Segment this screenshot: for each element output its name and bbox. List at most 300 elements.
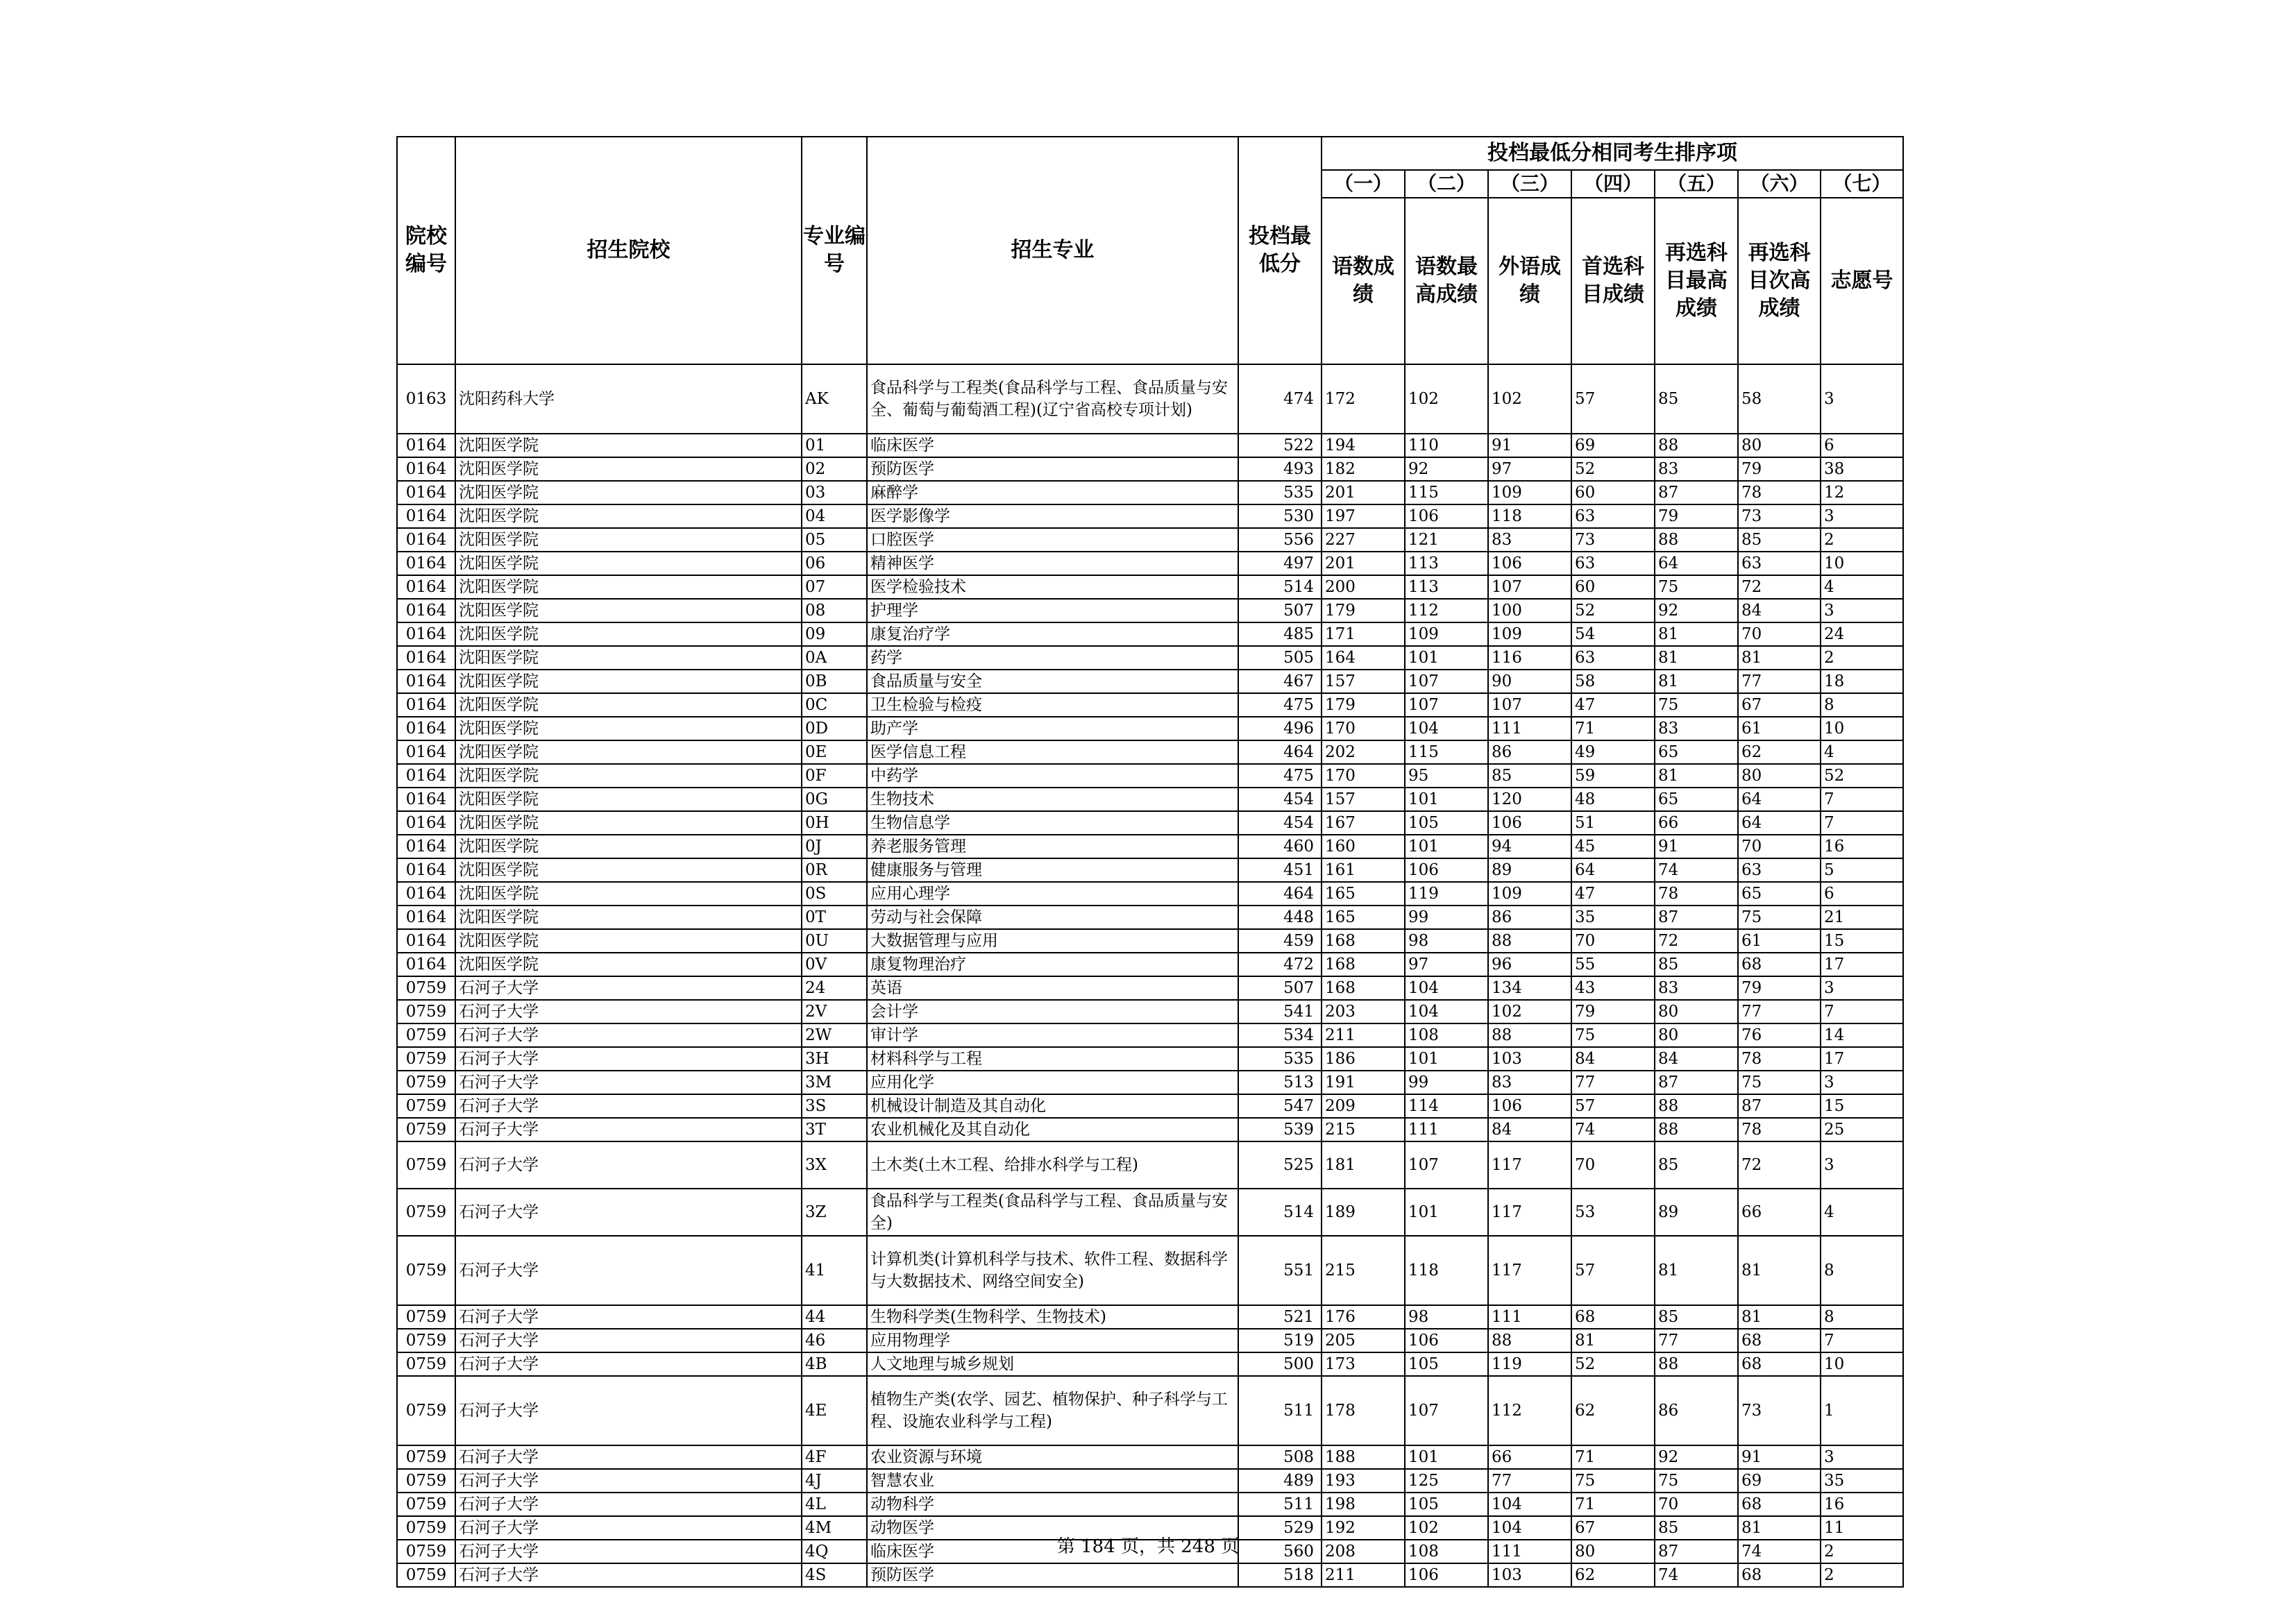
tie-6-cell: 91: [1738, 1445, 1821, 1469]
min-score-cell: 514: [1238, 1189, 1322, 1236]
tie-5-cell: 65: [1655, 740, 1738, 764]
major-cell: 生物信息学: [867, 811, 1238, 835]
tie-7-cell: 6: [1821, 882, 1903, 906]
min-score-cell: 513: [1238, 1071, 1322, 1094]
college-cell: 沈阳医学院: [455, 788, 802, 811]
tie-1-cell: 179: [1322, 599, 1405, 622]
major-code-cell: 0A: [802, 646, 867, 670]
tie-1-cell: 160: [1322, 835, 1405, 858]
tie-3-cell: 120: [1488, 788, 1571, 811]
tie-5-cell: 70: [1655, 1493, 1738, 1516]
tie-1-cell: 211: [1322, 1023, 1405, 1047]
tie-5-cell: 75: [1655, 693, 1738, 717]
tie-label-header: 外语成绩: [1488, 198, 1571, 364]
tie-5-cell: 65: [1655, 788, 1738, 811]
college-cell: 沈阳医学院: [455, 481, 802, 504]
tie-4-cell: 60: [1571, 481, 1655, 504]
tie-7-cell: 10: [1821, 717, 1903, 740]
tie-4-cell: 60: [1571, 575, 1655, 599]
major-code-cell: 46: [802, 1329, 867, 1352]
tie-7-cell: 7: [1821, 788, 1903, 811]
tie-6-cell: 79: [1738, 457, 1821, 481]
tie-4-cell: 73: [1571, 528, 1655, 552]
min-score-cell: 472: [1238, 953, 1322, 976]
tie-7-cell: 35: [1821, 1469, 1903, 1493]
tie-7-cell: 4: [1821, 1189, 1903, 1236]
college-cell: 沈阳医学院: [455, 434, 802, 457]
college-code-cell: 0164: [397, 575, 455, 599]
tie-4-cell: 53: [1571, 1189, 1655, 1236]
tie-2-cell: 107: [1405, 1141, 1488, 1189]
tie-4-cell: 68: [1571, 1305, 1655, 1329]
tie-6-cell: 78: [1738, 1118, 1821, 1141]
tie-6-cell: 69: [1738, 1469, 1821, 1493]
tie-1-cell: 193: [1322, 1469, 1405, 1493]
major-code-cell: 0F: [802, 764, 867, 788]
tie-3-cell: 116: [1488, 646, 1571, 670]
tie-5-cell: 81: [1655, 622, 1738, 646]
college-cell: 石河子大学: [455, 1493, 802, 1516]
college-code-cell: 0164: [397, 788, 455, 811]
tie-6-cell: 73: [1738, 504, 1821, 528]
college-code-cell: 0759: [397, 1305, 455, 1329]
tie-2-cell: 106: [1405, 1563, 1488, 1587]
college-code-cell: 0759: [397, 1329, 455, 1352]
tie-7-cell: 3: [1821, 504, 1903, 528]
college-code-cell: 0164: [397, 622, 455, 646]
tie-1-cell: 201: [1322, 552, 1405, 575]
min-score-cell: 448: [1238, 906, 1322, 929]
table-row: [397, 1023, 1903, 1047]
tie-2-cell: 105: [1405, 1352, 1488, 1376]
tie-order-header: （三）: [1488, 170, 1571, 198]
table-row: [397, 364, 1903, 434]
major-cell: 医学信息工程: [867, 740, 1238, 764]
tie-1-cell: 168: [1322, 929, 1405, 953]
major-cell: 生物科学类(生物科学、生物技术): [867, 1305, 1238, 1329]
min-score-cell: 454: [1238, 788, 1322, 811]
tie-3-cell: 104: [1488, 1516, 1571, 1540]
tie-5-cell: 75: [1655, 575, 1738, 599]
college-cell: 石河子大学: [455, 1189, 802, 1236]
college-cell: 石河子大学: [455, 1376, 802, 1445]
major-cell: 会计学: [867, 1000, 1238, 1023]
tie-2-cell: 104: [1405, 976, 1488, 1000]
tie-2-cell: 101: [1405, 1047, 1488, 1071]
tie-1-cell: 208: [1322, 1540, 1405, 1563]
college-code-cell: 0164: [397, 858, 455, 882]
major-code-cell: 09: [802, 622, 867, 646]
college-cell: 石河子大学: [455, 1071, 802, 1094]
college-cell: 石河子大学: [455, 1023, 802, 1047]
tie-2-cell: 97: [1405, 953, 1488, 976]
tie-6-cell: 68: [1738, 1329, 1821, 1352]
tie-7-cell: 10: [1821, 1352, 1903, 1376]
major-code-cell: 0H: [802, 811, 867, 835]
college-code-cell: 0164: [397, 670, 455, 693]
major-cell: 护理学: [867, 599, 1238, 622]
table-row: [397, 976, 1903, 1000]
college-code-cell: 0759: [397, 1236, 455, 1305]
tie-6-cell: 72: [1738, 1141, 1821, 1189]
tie-4-cell: 62: [1571, 1376, 1655, 1445]
tie-2-cell: 115: [1405, 740, 1488, 764]
tie-7-cell: 3: [1821, 976, 1903, 1000]
college-code-cell: 0164: [397, 906, 455, 929]
tie-1-cell: 168: [1322, 953, 1405, 976]
major-code-cell: 04: [802, 504, 867, 528]
tie-4-cell: 63: [1571, 552, 1655, 575]
tie-3-cell: 66: [1488, 1445, 1571, 1469]
tie-3-cell: 90: [1488, 670, 1571, 693]
table-row: [397, 1352, 1903, 1376]
major-cell: 药学: [867, 646, 1238, 670]
table-row: [397, 1445, 1903, 1469]
tie-label-header: 志愿号: [1821, 198, 1903, 364]
table-row: [397, 1563, 1903, 1587]
tie-5-cell: 83: [1655, 457, 1738, 481]
tie-6-cell: 84: [1738, 599, 1821, 622]
college-cell: 沈阳医学院: [455, 906, 802, 929]
tie-6-cell: 81: [1738, 1516, 1821, 1540]
tie-1-cell: 203: [1322, 1000, 1405, 1023]
tie-5-cell: 88: [1655, 434, 1738, 457]
tie-5-cell: 83: [1655, 976, 1738, 1000]
min-score-cell: 493: [1238, 457, 1322, 481]
tie-4-cell: 69: [1571, 434, 1655, 457]
min-score-cell: 511: [1238, 1493, 1322, 1516]
tie-5-cell: 86: [1655, 1376, 1738, 1445]
major-code-cell: 44: [802, 1305, 867, 1329]
major-code-cell: 4B: [802, 1352, 867, 1376]
tie-3-cell: 134: [1488, 976, 1571, 1000]
tie-2-cell: 118: [1405, 1236, 1488, 1305]
tie-3-cell: 88: [1488, 929, 1571, 953]
tie-3-cell: 109: [1488, 622, 1571, 646]
tie-4-cell: 45: [1571, 835, 1655, 858]
tie-5-cell: 83: [1655, 717, 1738, 740]
college-code-cell: 0164: [397, 740, 455, 764]
tie-6-cell: 66: [1738, 1189, 1821, 1236]
major-cell: 养老服务管理: [867, 835, 1238, 858]
tie-5-cell: 81: [1655, 646, 1738, 670]
tie-1-cell: 186: [1322, 1047, 1405, 1071]
tie-7-cell: 52: [1821, 764, 1903, 788]
tie-4-cell: 52: [1571, 457, 1655, 481]
admission-score-table: [396, 136, 1904, 1588]
tie-4-cell: 81: [1571, 1329, 1655, 1352]
college-cell: 石河子大学: [455, 1141, 802, 1189]
tie-1-cell: 227: [1322, 528, 1405, 552]
tie-1-cell: 194: [1322, 434, 1405, 457]
tie-5-cell: 72: [1655, 929, 1738, 953]
tie-1-cell: 215: [1322, 1236, 1405, 1305]
major-cell: 卫生检验与检疫: [867, 693, 1238, 717]
college-cell: 石河子大学: [455, 1094, 802, 1118]
col-college: 招生院校: [455, 137, 802, 364]
tie-2-cell: 109: [1405, 622, 1488, 646]
college-code-cell: 0759: [397, 1047, 455, 1071]
major-cell: 食品科学与工程类(食品科学与工程、食品质量与安全、葡萄与葡萄酒工程)(辽宁省高校专项计划): [867, 364, 1238, 434]
college-code-cell: 0759: [397, 1352, 455, 1376]
tie-3-cell: 111: [1488, 1540, 1571, 1563]
college-code-cell: 0759: [397, 1000, 455, 1023]
min-score-cell: 475: [1238, 764, 1322, 788]
tie-3-cell: 103: [1488, 1047, 1571, 1071]
table-row: [397, 740, 1903, 764]
tie-6-cell: 75: [1738, 906, 1821, 929]
college-code-cell: 0759: [397, 1516, 455, 1540]
tie-7-cell: 10: [1821, 552, 1903, 575]
min-score-cell: 500: [1238, 1352, 1322, 1376]
tie-7-cell: 38: [1821, 457, 1903, 481]
tie-5-cell: 87: [1655, 906, 1738, 929]
table-row: [397, 504, 1903, 528]
tie-4-cell: 58: [1571, 670, 1655, 693]
tie-1-cell: 176: [1322, 1305, 1405, 1329]
tie-7-cell: 15: [1821, 1094, 1903, 1118]
college-cell: 石河子大学: [455, 1236, 802, 1305]
tie-6-cell: 87: [1738, 1094, 1821, 1118]
major-cell: 康复治疗学: [867, 622, 1238, 646]
tie-6-cell: 76: [1738, 1023, 1821, 1047]
major-code-cell: 4E: [802, 1376, 867, 1445]
major-cell: 助产学: [867, 717, 1238, 740]
min-score-cell: 475: [1238, 693, 1322, 717]
tie-1-cell: 201: [1322, 481, 1405, 504]
major-cell: 应用心理学: [867, 882, 1238, 906]
tie-7-cell: 6: [1821, 434, 1903, 457]
min-score-cell: 556: [1238, 528, 1322, 552]
tie-5-cell: 80: [1655, 1023, 1738, 1047]
table-row: [397, 764, 1903, 788]
tie-1-cell: 192: [1322, 1516, 1405, 1540]
tie-6-cell: 77: [1738, 1000, 1821, 1023]
college-cell: 沈阳医学院: [455, 504, 802, 528]
tie-6-cell: 64: [1738, 811, 1821, 835]
table-row: [397, 835, 1903, 858]
tie-5-cell: 87: [1655, 1540, 1738, 1563]
tie-4-cell: 57: [1571, 1094, 1655, 1118]
tie-3-cell: 107: [1488, 575, 1571, 599]
major-code-cell: 0E: [802, 740, 867, 764]
major-code-cell: 4Q: [802, 1540, 867, 1563]
min-score-cell: 508: [1238, 1445, 1322, 1469]
table-row: [397, 811, 1903, 835]
tie-4-cell: 71: [1571, 1493, 1655, 1516]
major-cell: 动物医学: [867, 1516, 1238, 1540]
tie-4-cell: 48: [1571, 788, 1655, 811]
min-score-cell: 535: [1238, 1047, 1322, 1071]
major-cell: 智慧农业: [867, 1469, 1238, 1493]
major-code-cell: 4M: [802, 1516, 867, 1540]
college-cell: 沈阳医学院: [455, 882, 802, 906]
tie-6-cell: 68: [1738, 1563, 1821, 1587]
tie-1-cell: 157: [1322, 670, 1405, 693]
min-score-cell: 507: [1238, 976, 1322, 1000]
college-cell: 沈阳医学院: [455, 622, 802, 646]
tie-3-cell: 88: [1488, 1329, 1571, 1352]
tie-6-cell: 78: [1738, 1047, 1821, 1071]
tie-7-cell: 16: [1821, 835, 1903, 858]
tie-label-header: 再选科目次高成绩: [1738, 198, 1821, 364]
table-row: [397, 1141, 1903, 1189]
table-row: [397, 1000, 1903, 1023]
tie-4-cell: 71: [1571, 717, 1655, 740]
tie-3-cell: 117: [1488, 1141, 1571, 1189]
college-code-cell: 0759: [397, 1141, 455, 1189]
min-score-cell: 511: [1238, 1376, 1322, 1445]
tie-label-header: 首选科目成绩: [1571, 198, 1655, 364]
tie-3-cell: 102: [1488, 1000, 1571, 1023]
major-cell: 应用化学: [867, 1071, 1238, 1094]
tie-1-cell: 182: [1322, 457, 1405, 481]
major-code-cell: 07: [802, 575, 867, 599]
tie-2-cell: 107: [1405, 693, 1488, 717]
major-code-cell: 05: [802, 528, 867, 552]
tie-7-cell: 8: [1821, 693, 1903, 717]
tie-3-cell: 106: [1488, 1094, 1571, 1118]
major-code-cell: 3T: [802, 1118, 867, 1141]
college-code-cell: 0164: [397, 646, 455, 670]
table-row: [397, 457, 1903, 481]
major-code-cell: 4J: [802, 1469, 867, 1493]
tie-5-cell: 92: [1655, 599, 1738, 622]
tie-2-cell: 119: [1405, 882, 1488, 906]
tie-6-cell: 62: [1738, 740, 1821, 764]
major-cell: 大数据管理与应用: [867, 929, 1238, 953]
tie-6-cell: 77: [1738, 670, 1821, 693]
tie-2-cell: 112: [1405, 599, 1488, 622]
college-cell: 石河子大学: [455, 1000, 802, 1023]
tie-5-cell: 87: [1655, 481, 1738, 504]
tie-break-group-header: 投档最低分相同考生排序项: [1322, 137, 1903, 170]
major-code-cell: 0G: [802, 788, 867, 811]
major-cell: 劳动与社会保障: [867, 906, 1238, 929]
table-row: [397, 552, 1903, 575]
college-cell: 石河子大学: [455, 1329, 802, 1352]
major-cell: 农业资源与环境: [867, 1445, 1238, 1469]
college-code-cell: 0164: [397, 929, 455, 953]
major-cell: 临床医学: [867, 1540, 1238, 1563]
tie-4-cell: 52: [1571, 1352, 1655, 1376]
tie-5-cell: 88: [1655, 1118, 1738, 1141]
tie-1-cell: 205: [1322, 1329, 1405, 1352]
tie-1-cell: 202: [1322, 740, 1405, 764]
major-code-cell: 01: [802, 434, 867, 457]
tie-3-cell: 119: [1488, 1352, 1571, 1376]
table-row: [397, 953, 1903, 976]
min-score-cell: 541: [1238, 1000, 1322, 1023]
tie-5-cell: 89: [1655, 1189, 1738, 1236]
major-cell: 英语: [867, 976, 1238, 1000]
college-cell: 石河子大学: [455, 1540, 802, 1563]
tie-4-cell: 47: [1571, 882, 1655, 906]
major-cell: 农业机械化及其自动化: [867, 1118, 1238, 1141]
tie-3-cell: 109: [1488, 481, 1571, 504]
major-cell: 预防医学: [867, 1563, 1238, 1587]
table-row: [397, 717, 1903, 740]
college-code-cell: 0164: [397, 764, 455, 788]
min-score-cell: 534: [1238, 1023, 1322, 1047]
tie-4-cell: 35: [1571, 906, 1655, 929]
tie-4-cell: 55: [1571, 953, 1655, 976]
tie-2-cell: 104: [1405, 717, 1488, 740]
tie-4-cell: 43: [1571, 976, 1655, 1000]
tie-6-cell: 65: [1738, 882, 1821, 906]
tie-7-cell: 1: [1821, 1376, 1903, 1445]
tie-2-cell: 104: [1405, 1000, 1488, 1023]
min-score-cell: 525: [1238, 1141, 1322, 1189]
tie-2-cell: 108: [1405, 1023, 1488, 1047]
tie-1-cell: 209: [1322, 1094, 1405, 1118]
tie-5-cell: 81: [1655, 1236, 1738, 1305]
min-score-cell: 560: [1238, 1540, 1322, 1563]
tie-4-cell: 64: [1571, 858, 1655, 882]
tie-2-cell: 115: [1405, 481, 1488, 504]
college-cell: 沈阳医学院: [455, 646, 802, 670]
tie-2-cell: 105: [1405, 811, 1488, 835]
min-score-cell: 459: [1238, 929, 1322, 953]
tie-1-cell: 161: [1322, 858, 1405, 882]
major-cell: 口腔医学: [867, 528, 1238, 552]
table-row: [397, 1493, 1903, 1516]
tie-5-cell: 85: [1655, 953, 1738, 976]
major-code-cell: 0C: [802, 693, 867, 717]
major-cell: 医学检验技术: [867, 575, 1238, 599]
tie-7-cell: 7: [1821, 1329, 1903, 1352]
tie-7-cell: 18: [1821, 670, 1903, 693]
tie-6-cell: 63: [1738, 552, 1821, 575]
major-code-cell: AK: [802, 364, 867, 434]
tie-7-cell: 3: [1821, 599, 1903, 622]
college-code-cell: 0164: [397, 599, 455, 622]
tie-3-cell: 103: [1488, 1563, 1571, 1587]
college-code-cell: 0759: [397, 1118, 455, 1141]
tie-4-cell: 49: [1571, 740, 1655, 764]
tie-6-cell: 63: [1738, 858, 1821, 882]
tie-2-cell: 105: [1405, 1493, 1488, 1516]
tie-1-cell: 215: [1322, 1118, 1405, 1141]
major-cell: 康复物理治疗: [867, 953, 1238, 976]
tie-7-cell: 8: [1821, 1236, 1903, 1305]
college-code-cell: 0759: [397, 1023, 455, 1047]
table-row: [397, 1118, 1903, 1141]
tie-5-cell: 80: [1655, 1000, 1738, 1023]
tie-order-header: （五）: [1655, 170, 1738, 198]
tie-4-cell: 47: [1571, 693, 1655, 717]
tie-6-cell: 85: [1738, 528, 1821, 552]
tie-6-cell: 73: [1738, 1376, 1821, 1445]
table-row: [397, 1189, 1903, 1236]
major-code-cell: 3M: [802, 1071, 867, 1094]
major-cell: 麻醉学: [867, 481, 1238, 504]
college-cell: 沈阳医学院: [455, 457, 802, 481]
tie-3-cell: 111: [1488, 1305, 1571, 1329]
tie-6-cell: 68: [1738, 953, 1821, 976]
tie-4-cell: 52: [1571, 599, 1655, 622]
tie-6-cell: 79: [1738, 976, 1821, 1000]
tie-3-cell: 117: [1488, 1236, 1571, 1305]
tie-6-cell: 78: [1738, 481, 1821, 504]
tie-4-cell: 54: [1571, 622, 1655, 646]
major-cell: 应用物理学: [867, 1329, 1238, 1352]
tie-7-cell: 21: [1821, 906, 1903, 929]
college-code-cell: 0164: [397, 481, 455, 504]
college-code-cell: 0759: [397, 1540, 455, 1563]
tie-6-cell: 80: [1738, 434, 1821, 457]
tie-7-cell: 4: [1821, 740, 1903, 764]
